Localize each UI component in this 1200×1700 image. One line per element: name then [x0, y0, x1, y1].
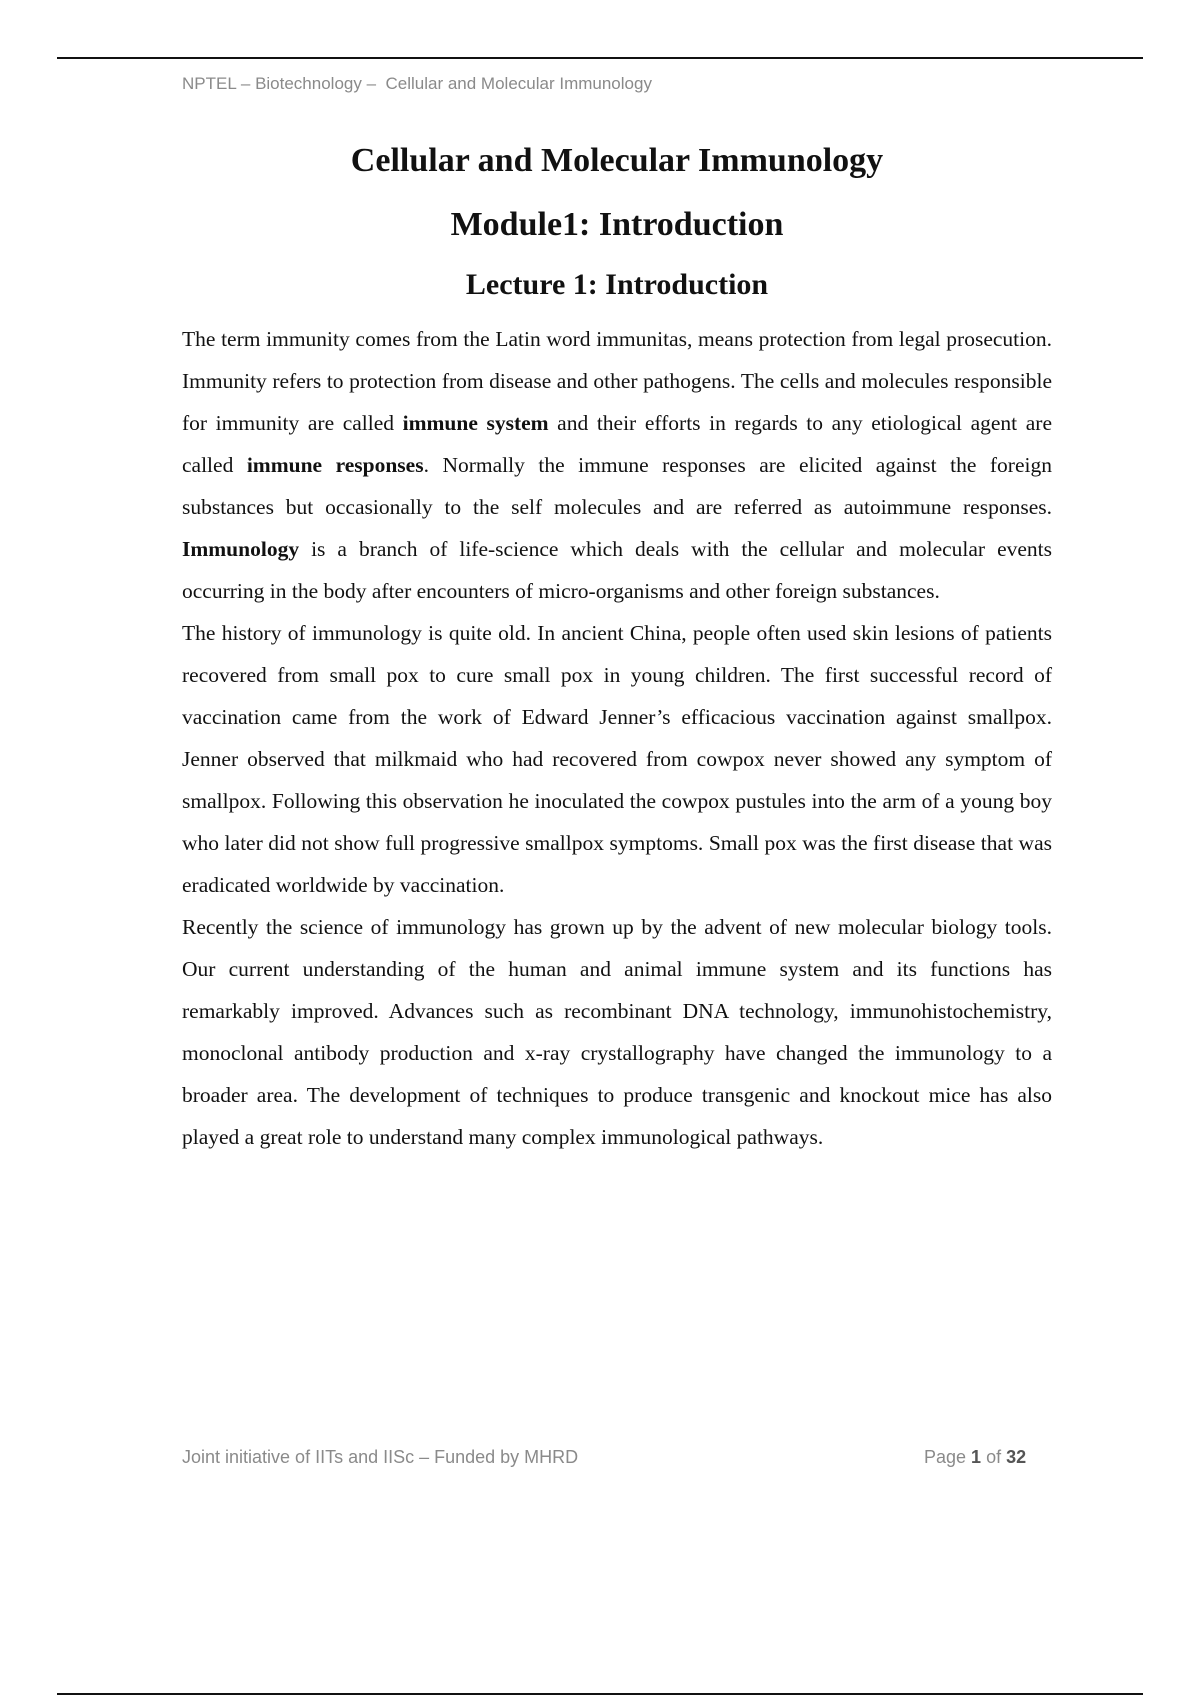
running-header: NPTEL – Biotechnology – Cellular and Molecular Immunology	[182, 74, 652, 93]
page-total: 32	[1006, 1447, 1027, 1467]
paragraph-1	[182, 318, 1052, 612]
page-label: Page	[924, 1447, 972, 1467]
bottom-rule	[57, 1693, 1143, 1695]
lecture-title: Lecture 1: Introduction	[465, 268, 769, 301]
top-rule	[57, 57, 1143, 59]
paragraph-3: Recently the science of immunology has grown up by the advent of new molecular biology tools. Our current understanding of the human and animal immune system and its functions has remarkably improved. Advances such as recombinant DNA technology, immunohistochemistry, monoclonal antibody production and x-ray crystallography have changed the immunology to a broader area. The development of techniques to produce transgenic and knockout mice has also played a great role to understand many complex immunological pathways.	[182, 915, 1052, 1149]
footer-credit: Joint initiative of IITs and IISc – Funded by MHRD	[182, 1447, 579, 1467]
page-of-label: of	[981, 1447, 1007, 1467]
paragraph-1-text-1: The term immunity comes from the Latin word immunitas, means protection from legal prosecution. Immunity refers to protection from disease and other pathogens. The cells and molecules responsible for immunity are called	[182, 327, 1052, 435]
page-number	[924, 1447, 1026, 1468]
term-immune-system: immune system	[402, 411, 549, 435]
term-immunology: Immunology	[182, 537, 300, 561]
body-text	[182, 318, 1052, 1158]
paragraph-1-text-4: is a branch of life-science which deals with the cellular and molecular events occurring in the body after encounters of micro-organisms and other foreign substances.	[182, 537, 1052, 603]
document-title: Cellular and Molecular Immunology	[350, 142, 884, 179]
paragraph-1-text-3: . Normally the immune responses are elicited against the foreign substances but occasionally to the self molecules and are referred as autoimmune responses.	[182, 453, 1052, 519]
page-current: 1	[971, 1447, 982, 1467]
paragraph-1-text-2: and their efforts in regards to any etiological agent are called	[182, 411, 1052, 477]
paragraph-2: The history of immunology is quite old. In ancient China, people often used skin lesions of patients recovered from small pox to cure small pox in young children. The first successful record of vaccination came from the work of Edward Jenner’s efficacious vaccination against smallpox. Jenner observed that milkmaid who had recovered from cowpox never showed any symptom of smallpox. Following this observation he inoculated the cowpox pustules into the arm of a young boy who later did not show full progressive smallpox symptoms. Small pox was the first disease that was eradicated worldwide by vaccination.	[182, 621, 1052, 897]
term-immune-responses: immune responses	[246, 453, 424, 477]
module-title: Module1: Introduction	[450, 206, 784, 243]
